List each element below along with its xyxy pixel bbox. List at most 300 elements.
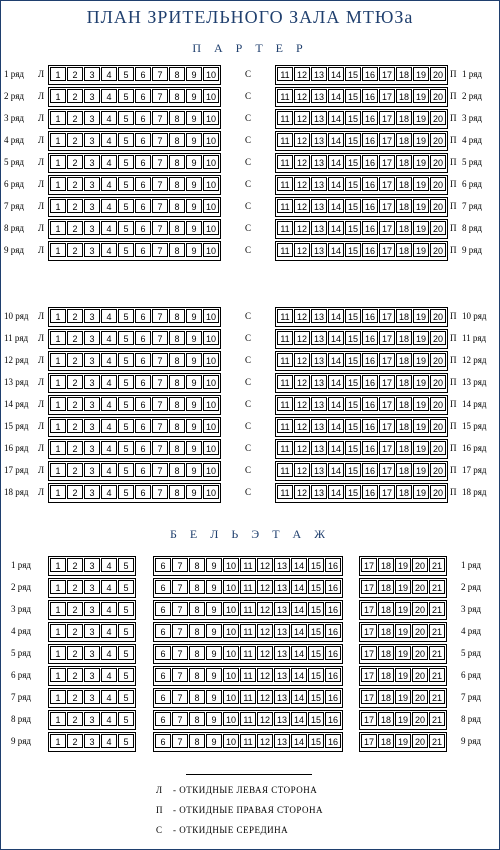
seat[interactable]: 14: [328, 89, 344, 103]
seat[interactable]: 14: [328, 485, 344, 499]
seat[interactable]: 20: [412, 624, 428, 638]
seat[interactable]: 4: [101, 331, 117, 345]
seat[interactable]: 9: [186, 243, 202, 257]
seat[interactable]: 12: [257, 580, 273, 594]
seat[interactable]: 13: [311, 67, 327, 81]
seat[interactable]: 10: [203, 133, 219, 147]
seat[interactable]: 14: [291, 624, 307, 638]
seat[interactable]: 5: [118, 712, 134, 726]
seat[interactable]: 7: [172, 734, 188, 748]
seat[interactable]: 12: [257, 712, 273, 726]
seat[interactable]: 4: [101, 602, 117, 616]
seat[interactable]: 9: [186, 111, 202, 125]
seat[interactable]: 7: [152, 375, 168, 389]
seat[interactable]: 3: [84, 243, 100, 257]
seat[interactable]: 16: [362, 331, 378, 345]
seat[interactable]: 14: [328, 309, 344, 323]
seat[interactable]: 5: [118, 668, 134, 682]
seat[interactable]: 16: [325, 734, 341, 748]
seat[interactable]: 1: [50, 602, 66, 616]
seat[interactable]: 13: [311, 441, 327, 455]
seat[interactable]: 20: [430, 243, 446, 257]
seat[interactable]: 17: [361, 734, 377, 748]
seat[interactable]: 20: [412, 646, 428, 660]
seat[interactable]: 10: [203, 177, 219, 191]
seat[interactable]: 8: [169, 441, 185, 455]
seat[interactable]: 11: [240, 624, 256, 638]
seat[interactable]: 1: [50, 331, 66, 345]
seat[interactable]: 7: [172, 602, 188, 616]
seat[interactable]: 12: [294, 111, 310, 125]
seat[interactable]: 13: [311, 419, 327, 433]
seat[interactable]: 18: [396, 309, 412, 323]
seat[interactable]: 2: [67, 111, 83, 125]
seat[interactable]: 4: [101, 668, 117, 682]
seat[interactable]: 5: [118, 331, 134, 345]
seat[interactable]: 10: [203, 331, 219, 345]
seat[interactable]: 8: [169, 133, 185, 147]
seat[interactable]: 19: [395, 602, 411, 616]
seat[interactable]: 9: [186, 353, 202, 367]
seat[interactable]: 16: [362, 221, 378, 235]
seat[interactable]: 20: [430, 133, 446, 147]
seat[interactable]: 15: [345, 485, 361, 499]
seat[interactable]: 3: [84, 397, 100, 411]
seat[interactable]: 4: [101, 712, 117, 726]
seat[interactable]: 3: [84, 353, 100, 367]
seat[interactable]: 6: [135, 221, 151, 235]
seat[interactable]: 7: [152, 397, 168, 411]
seat[interactable]: 19: [395, 580, 411, 594]
seat[interactable]: 18: [396, 67, 412, 81]
seat[interactable]: 6: [135, 67, 151, 81]
seat[interactable]: 14: [328, 463, 344, 477]
seat[interactable]: 2: [67, 646, 83, 660]
seat[interactable]: 11: [277, 353, 293, 367]
seat[interactable]: 16: [362, 111, 378, 125]
seat[interactable]: 13: [311, 133, 327, 147]
seat[interactable]: 15: [345, 331, 361, 345]
seat[interactable]: 17: [361, 668, 377, 682]
seat[interactable]: 11: [240, 690, 256, 704]
seat[interactable]: 6: [135, 243, 151, 257]
seat[interactable]: 12: [257, 668, 273, 682]
seat[interactable]: 2: [67, 243, 83, 257]
seat[interactable]: 2: [67, 463, 83, 477]
seat[interactable]: 10: [203, 89, 219, 103]
seat[interactable]: 6: [155, 624, 171, 638]
seat[interactable]: 18: [378, 558, 394, 572]
seat[interactable]: 13: [274, 712, 290, 726]
seat[interactable]: 13: [311, 375, 327, 389]
seat[interactable]: 11: [277, 419, 293, 433]
seat[interactable]: 8: [169, 419, 185, 433]
seat[interactable]: 11: [277, 89, 293, 103]
seat[interactable]: 17: [361, 602, 377, 616]
seat[interactable]: 15: [345, 441, 361, 455]
seat[interactable]: 13: [274, 668, 290, 682]
seat[interactable]: 10: [203, 463, 219, 477]
seat[interactable]: 10: [203, 309, 219, 323]
seat[interactable]: 14: [291, 558, 307, 572]
seat[interactable]: 15: [345, 199, 361, 213]
seat[interactable]: 8: [169, 397, 185, 411]
seat[interactable]: 14: [328, 221, 344, 235]
seat[interactable]: 6: [135, 485, 151, 499]
seat[interactable]: 16: [362, 67, 378, 81]
seat[interactable]: 6: [135, 89, 151, 103]
seat[interactable]: 9: [186, 67, 202, 81]
seat[interactable]: 6: [135, 397, 151, 411]
seat[interactable]: 19: [413, 309, 429, 323]
seat[interactable]: 4: [101, 558, 117, 572]
seat[interactable]: 16: [362, 441, 378, 455]
seat[interactable]: 9: [186, 199, 202, 213]
seat[interactable]: 7: [172, 646, 188, 660]
seat[interactable]: 7: [152, 221, 168, 235]
seat[interactable]: 15: [345, 111, 361, 125]
seat[interactable]: 16: [325, 712, 341, 726]
seat[interactable]: 13: [274, 580, 290, 594]
seat[interactable]: 17: [379, 463, 395, 477]
seat[interactable]: 6: [135, 309, 151, 323]
seat[interactable]: 4: [101, 155, 117, 169]
seat[interactable]: 15: [345, 243, 361, 257]
seat[interactable]: 21: [429, 690, 445, 704]
seat[interactable]: 8: [169, 199, 185, 213]
seat[interactable]: 9: [186, 397, 202, 411]
seat[interactable]: 12: [294, 331, 310, 345]
seat[interactable]: 9: [186, 485, 202, 499]
seat[interactable]: 7: [152, 331, 168, 345]
seat[interactable]: 13: [274, 624, 290, 638]
seat[interactable]: 8: [189, 624, 205, 638]
seat[interactable]: 13: [311, 177, 327, 191]
seat[interactable]: 1: [50, 243, 66, 257]
seat[interactable]: 9: [206, 734, 222, 748]
seat[interactable]: 7: [172, 712, 188, 726]
seat[interactable]: 1: [50, 558, 66, 572]
seat[interactable]: 10: [223, 602, 239, 616]
seat[interactable]: 1: [50, 646, 66, 660]
seat[interactable]: 5: [118, 419, 134, 433]
seat[interactable]: 18: [396, 485, 412, 499]
seat[interactable]: 18: [378, 690, 394, 704]
seat[interactable]: 7: [172, 690, 188, 704]
seat[interactable]: 13: [311, 485, 327, 499]
seat[interactable]: 12: [294, 155, 310, 169]
seat[interactable]: 11: [277, 221, 293, 235]
seat[interactable]: 13: [274, 690, 290, 704]
seat[interactable]: 14: [328, 133, 344, 147]
seat[interactable]: 20: [412, 558, 428, 572]
seat[interactable]: 16: [362, 375, 378, 389]
seat[interactable]: 15: [345, 177, 361, 191]
seat[interactable]: 18: [396, 221, 412, 235]
seat[interactable]: 1: [50, 734, 66, 748]
seat[interactable]: 12: [257, 690, 273, 704]
seat[interactable]: 6: [135, 463, 151, 477]
seat[interactable]: 4: [101, 375, 117, 389]
seat[interactable]: 20: [412, 602, 428, 616]
seat[interactable]: 5: [118, 397, 134, 411]
seat[interactable]: 4: [101, 199, 117, 213]
seat[interactable]: 16: [362, 419, 378, 433]
seat[interactable]: 19: [413, 199, 429, 213]
seat[interactable]: 3: [84, 602, 100, 616]
seat[interactable]: 15: [345, 89, 361, 103]
seat[interactable]: 13: [311, 155, 327, 169]
seat[interactable]: 13: [274, 558, 290, 572]
seat[interactable]: 19: [413, 243, 429, 257]
seat[interactable]: 18: [378, 602, 394, 616]
seat[interactable]: 1: [50, 177, 66, 191]
seat[interactable]: 17: [361, 580, 377, 594]
seat[interactable]: 13: [311, 243, 327, 257]
seat[interactable]: 12: [294, 397, 310, 411]
seat[interactable]: 7: [152, 89, 168, 103]
seat[interactable]: 18: [396, 155, 412, 169]
seat[interactable]: 20: [430, 309, 446, 323]
seat[interactable]: 12: [294, 419, 310, 433]
seat[interactable]: 2: [67, 441, 83, 455]
seat[interactable]: 15: [308, 712, 324, 726]
seat[interactable]: 5: [118, 734, 134, 748]
seat[interactable]: 8: [189, 734, 205, 748]
seat[interactable]: 13: [311, 89, 327, 103]
seat[interactable]: 20: [430, 111, 446, 125]
seat[interactable]: 11: [240, 712, 256, 726]
seat[interactable]: 19: [395, 690, 411, 704]
seat[interactable]: 19: [413, 177, 429, 191]
seat[interactable]: 13: [311, 199, 327, 213]
seat[interactable]: 19: [395, 712, 411, 726]
seat[interactable]: 10: [223, 646, 239, 660]
seat[interactable]: 3: [84, 419, 100, 433]
seat[interactable]: 18: [396, 111, 412, 125]
seat[interactable]: 18: [396, 419, 412, 433]
seat[interactable]: 3: [84, 690, 100, 704]
seat[interactable]: 3: [84, 463, 100, 477]
seat[interactable]: 20: [412, 580, 428, 594]
seat[interactable]: 1: [50, 397, 66, 411]
seat[interactable]: 16: [362, 155, 378, 169]
seat[interactable]: 10: [203, 375, 219, 389]
seat[interactable]: 5: [118, 441, 134, 455]
seat[interactable]: 4: [101, 309, 117, 323]
seat[interactable]: 5: [118, 89, 134, 103]
seat[interactable]: 18: [378, 646, 394, 660]
seat[interactable]: 13: [274, 734, 290, 748]
seat[interactable]: 4: [101, 177, 117, 191]
seat[interactable]: 20: [430, 199, 446, 213]
seat[interactable]: 13: [311, 221, 327, 235]
seat[interactable]: 9: [186, 463, 202, 477]
seat[interactable]: 8: [189, 690, 205, 704]
seat[interactable]: 12: [294, 221, 310, 235]
seat[interactable]: 19: [413, 67, 429, 81]
seat[interactable]: 5: [118, 111, 134, 125]
seat[interactable]: 9: [186, 419, 202, 433]
seat[interactable]: 3: [84, 155, 100, 169]
seat[interactable]: 14: [291, 734, 307, 748]
seat[interactable]: 3: [84, 668, 100, 682]
seat[interactable]: 11: [277, 67, 293, 81]
seat[interactable]: 15: [308, 690, 324, 704]
seat[interactable]: 9: [206, 580, 222, 594]
seat[interactable]: 6: [135, 419, 151, 433]
seat[interactable]: 5: [118, 580, 134, 594]
seat[interactable]: 15: [345, 353, 361, 367]
seat[interactable]: 19: [413, 111, 429, 125]
seat[interactable]: 14: [291, 690, 307, 704]
seat[interactable]: 4: [101, 89, 117, 103]
seat[interactable]: 10: [203, 397, 219, 411]
seat[interactable]: 2: [67, 177, 83, 191]
seat[interactable]: 20: [430, 463, 446, 477]
seat[interactable]: 19: [395, 624, 411, 638]
seat[interactable]: 7: [152, 199, 168, 213]
seat[interactable]: 6: [135, 375, 151, 389]
seat[interactable]: 16: [362, 397, 378, 411]
seat[interactable]: 7: [152, 441, 168, 455]
seat[interactable]: 4: [101, 646, 117, 660]
seat[interactable]: 11: [277, 111, 293, 125]
seat[interactable]: 18: [396, 463, 412, 477]
seat[interactable]: 18: [378, 668, 394, 682]
seat[interactable]: 2: [67, 375, 83, 389]
seat[interactable]: 17: [361, 558, 377, 572]
seat[interactable]: 16: [362, 353, 378, 367]
seat[interactable]: 3: [84, 331, 100, 345]
seat[interactable]: 1: [50, 580, 66, 594]
seat[interactable]: 1: [50, 221, 66, 235]
seat[interactable]: 3: [84, 712, 100, 726]
seat[interactable]: 13: [311, 309, 327, 323]
seat[interactable]: 16: [325, 646, 341, 660]
seat[interactable]: 8: [169, 353, 185, 367]
seat[interactable]: 4: [101, 243, 117, 257]
seat[interactable]: 10: [203, 221, 219, 235]
seat[interactable]: 9: [186, 331, 202, 345]
seat[interactable]: 6: [135, 441, 151, 455]
seat[interactable]: 17: [379, 375, 395, 389]
seat[interactable]: 2: [67, 580, 83, 594]
seat[interactable]: 9: [186, 441, 202, 455]
seat[interactable]: 9: [186, 155, 202, 169]
seat[interactable]: 2: [67, 690, 83, 704]
seat[interactable]: 11: [277, 199, 293, 213]
seat[interactable]: 16: [362, 243, 378, 257]
seat[interactable]: 8: [169, 463, 185, 477]
seat[interactable]: 6: [155, 558, 171, 572]
seat[interactable]: 1: [50, 199, 66, 213]
seat[interactable]: 15: [308, 668, 324, 682]
seat[interactable]: 15: [308, 624, 324, 638]
seat[interactable]: 7: [152, 309, 168, 323]
seat[interactable]: 20: [412, 690, 428, 704]
seat[interactable]: 11: [277, 331, 293, 345]
seat[interactable]: 11: [277, 485, 293, 499]
seat[interactable]: 12: [257, 602, 273, 616]
seat[interactable]: 12: [257, 558, 273, 572]
seat[interactable]: 18: [396, 375, 412, 389]
seat[interactable]: 11: [240, 580, 256, 594]
seat[interactable]: 7: [152, 485, 168, 499]
seat[interactable]: 9: [206, 602, 222, 616]
seat[interactable]: 10: [203, 111, 219, 125]
seat[interactable]: 1: [50, 485, 66, 499]
seat[interactable]: 5: [118, 602, 134, 616]
seat[interactable]: 4: [101, 111, 117, 125]
seat[interactable]: 11: [277, 441, 293, 455]
seat[interactable]: 19: [413, 155, 429, 169]
seat[interactable]: 3: [84, 734, 100, 748]
seat[interactable]: 12: [294, 243, 310, 257]
seat[interactable]: 15: [345, 221, 361, 235]
seat[interactable]: 10: [203, 155, 219, 169]
seat[interactable]: 1: [50, 463, 66, 477]
seat[interactable]: 10: [203, 67, 219, 81]
seat[interactable]: 14: [328, 353, 344, 367]
seat[interactable]: 14: [328, 155, 344, 169]
seat[interactable]: 4: [101, 419, 117, 433]
seat[interactable]: 9: [206, 558, 222, 572]
seat[interactable]: 10: [203, 353, 219, 367]
seat[interactable]: 19: [413, 485, 429, 499]
seat[interactable]: 10: [223, 668, 239, 682]
seat[interactable]: 10: [223, 558, 239, 572]
seat[interactable]: 13: [274, 602, 290, 616]
seat[interactable]: 6: [155, 668, 171, 682]
seat[interactable]: 14: [328, 199, 344, 213]
seat[interactable]: 11: [240, 734, 256, 748]
seat[interactable]: 13: [311, 397, 327, 411]
seat[interactable]: 7: [152, 177, 168, 191]
seat[interactable]: 4: [101, 485, 117, 499]
seat[interactable]: 2: [67, 133, 83, 147]
seat[interactable]: 19: [413, 133, 429, 147]
seat[interactable]: 12: [294, 375, 310, 389]
seat[interactable]: 19: [395, 646, 411, 660]
seat[interactable]: 2: [67, 199, 83, 213]
seat[interactable]: 15: [308, 558, 324, 572]
seat[interactable]: 19: [413, 89, 429, 103]
seat[interactable]: 3: [84, 89, 100, 103]
seat[interactable]: 21: [429, 624, 445, 638]
seat[interactable]: 11: [277, 155, 293, 169]
seat[interactable]: 5: [118, 624, 134, 638]
seat[interactable]: 12: [294, 133, 310, 147]
seat[interactable]: 16: [362, 485, 378, 499]
seat[interactable]: 17: [379, 111, 395, 125]
seat[interactable]: 20: [430, 221, 446, 235]
seat[interactable]: 6: [155, 580, 171, 594]
seat[interactable]: 15: [345, 309, 361, 323]
seat[interactable]: 20: [430, 419, 446, 433]
seat[interactable]: 7: [152, 111, 168, 125]
seat[interactable]: 14: [291, 580, 307, 594]
seat[interactable]: 12: [257, 624, 273, 638]
seat[interactable]: 14: [328, 243, 344, 257]
seat[interactable]: 16: [325, 690, 341, 704]
seat[interactable]: 12: [294, 441, 310, 455]
seat[interactable]: 18: [396, 133, 412, 147]
seat[interactable]: 3: [84, 646, 100, 660]
seat[interactable]: 14: [328, 177, 344, 191]
seat[interactable]: 5: [118, 646, 134, 660]
seat[interactable]: 12: [294, 309, 310, 323]
